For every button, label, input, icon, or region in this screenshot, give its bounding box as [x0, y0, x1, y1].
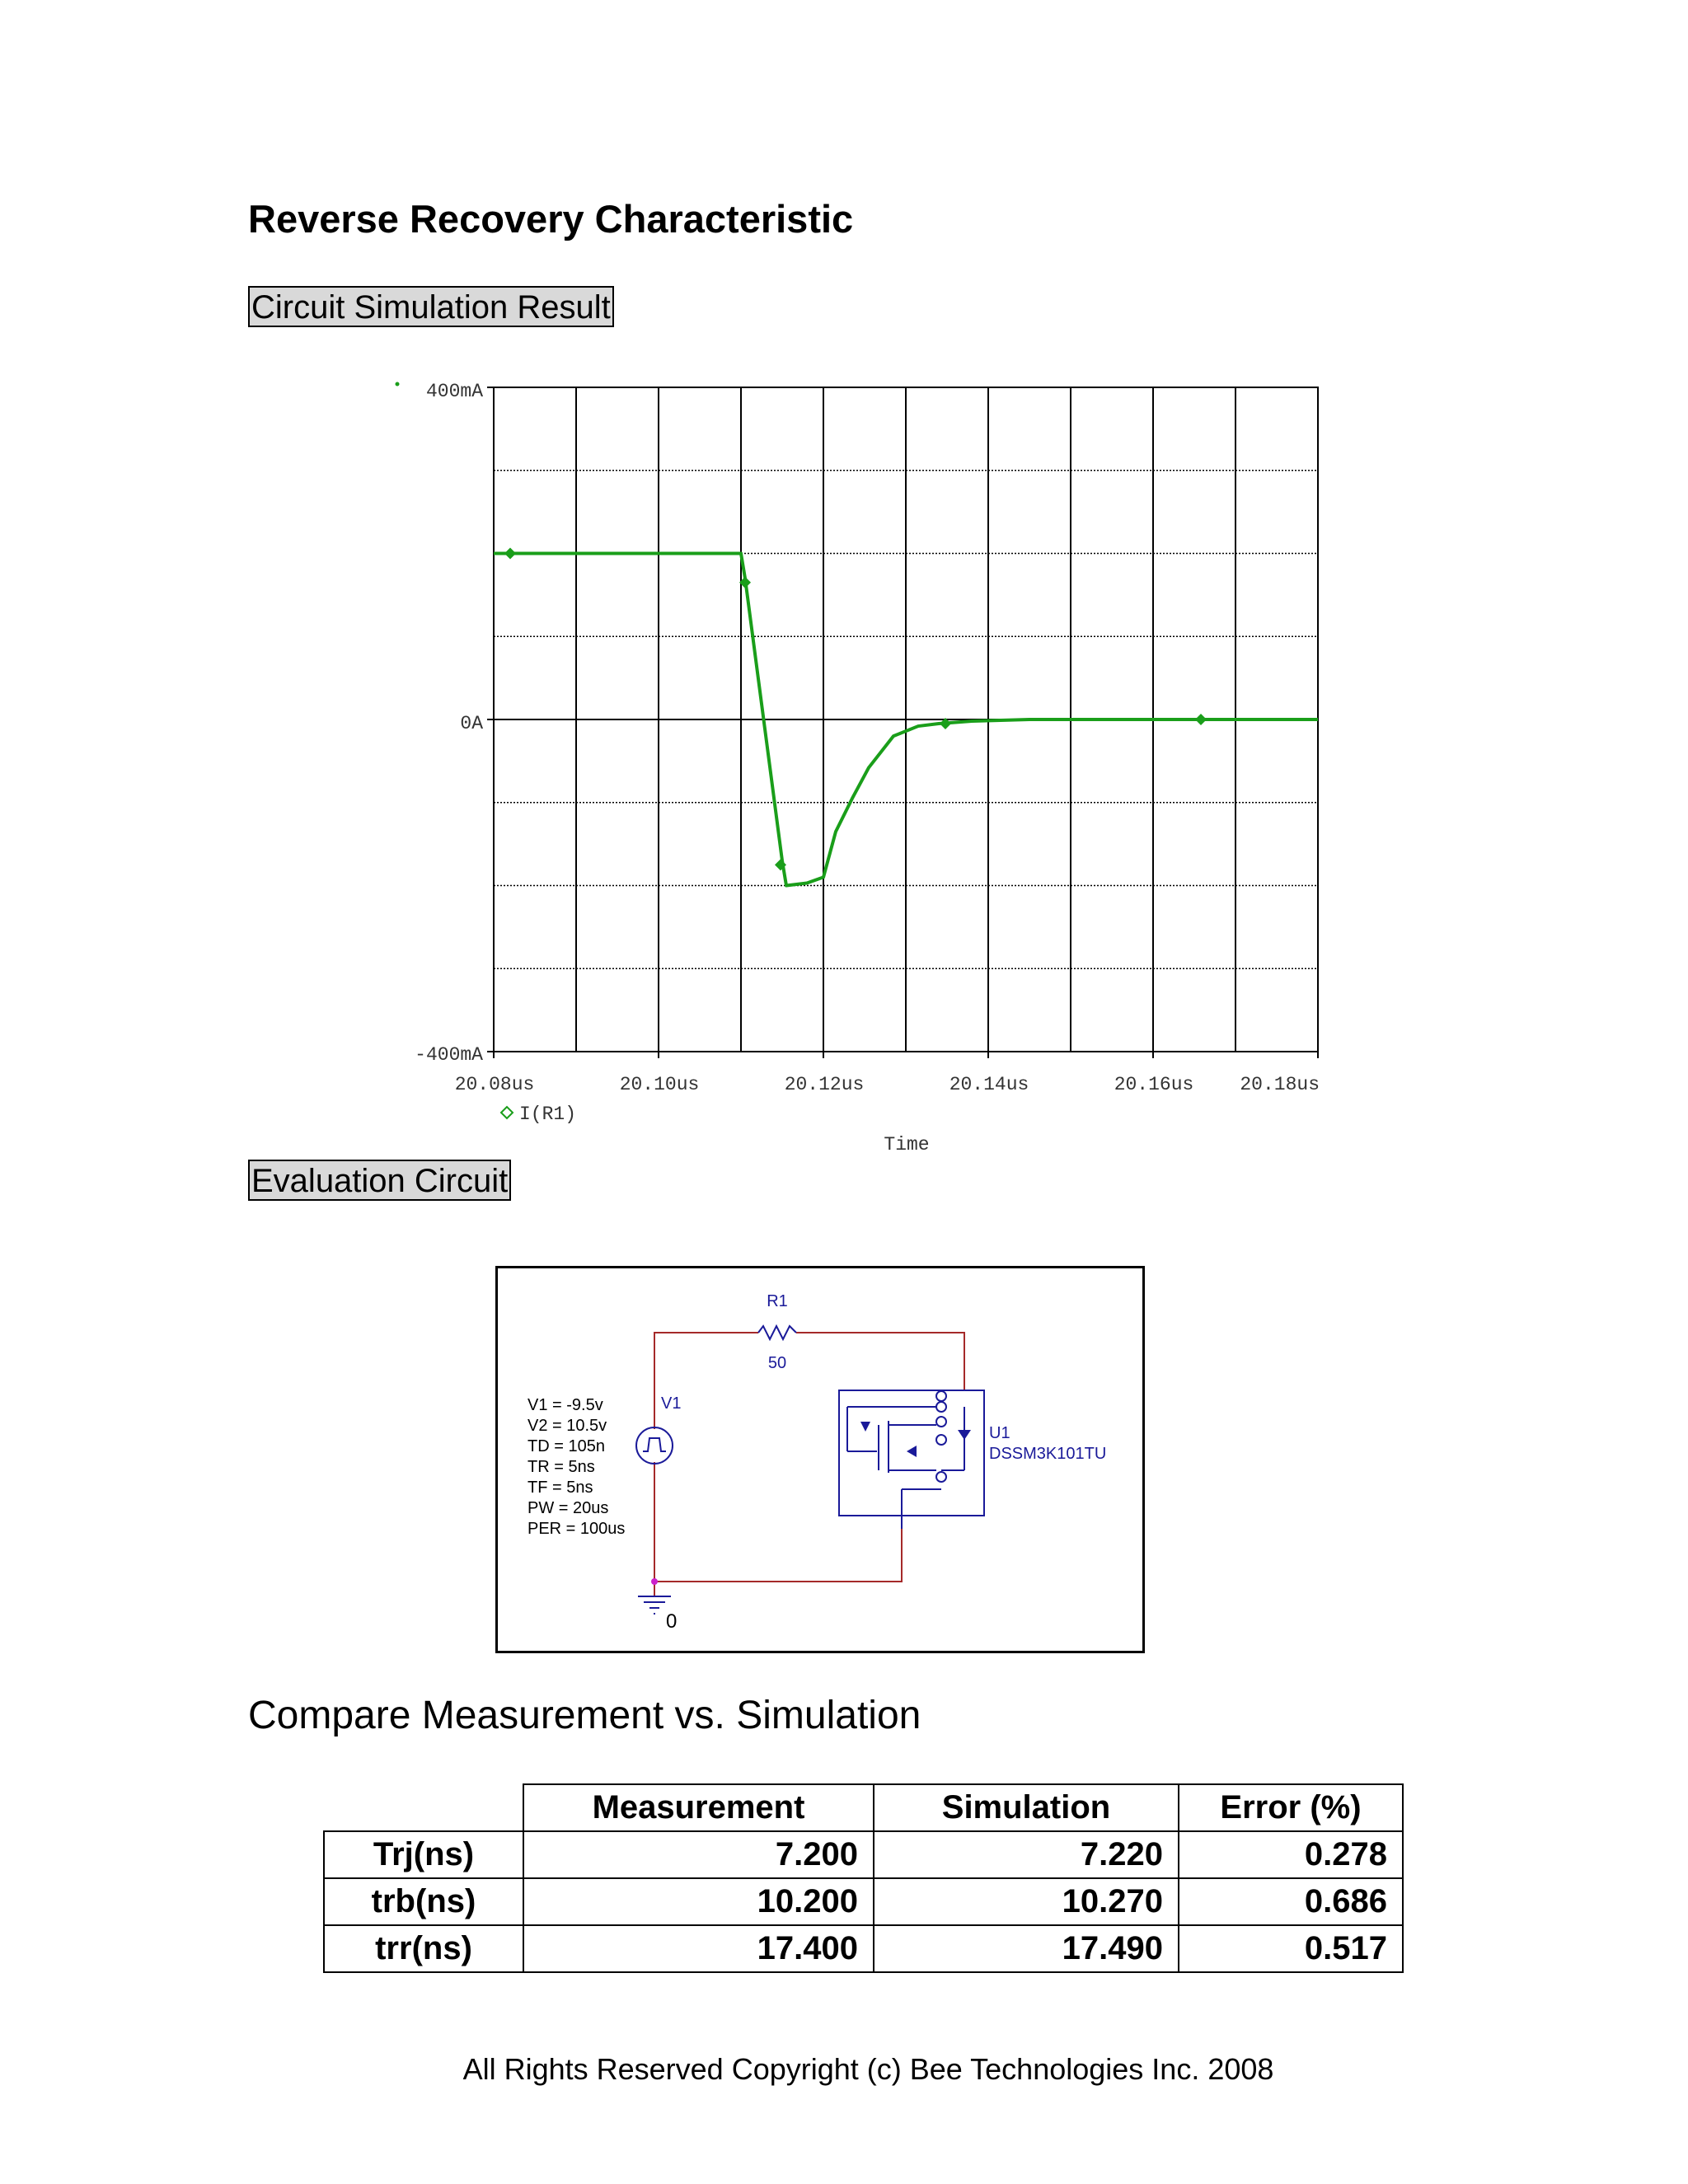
mosfet-icon	[847, 1391, 964, 1529]
x-tick-label: 20.16us	[1114, 1074, 1194, 1095]
simulation-cell: 10.270	[874, 1878, 1179, 1925]
wire-r1-to-u1	[796, 1333, 964, 1390]
resistor-icon	[758, 1326, 796, 1339]
diode-icon	[860, 1422, 870, 1432]
v1-param: PER = 100us	[528, 1520, 626, 1538]
x-axis-title: Time	[884, 1134, 930, 1155]
evaluation-section-heading: Evaluation Circuit	[248, 1160, 511, 1201]
legend-dot	[396, 382, 400, 387]
v1-param: TD = 105n	[528, 1437, 605, 1455]
error-cell: 0.278	[1179, 1831, 1403, 1878]
table-row	[324, 1831, 1403, 1878]
table-row	[324, 1878, 1403, 1925]
table-header-row	[324, 1784, 1403, 1831]
u1-label: U1	[989, 1424, 1010, 1442]
v1-param: TR = 5ns	[528, 1458, 595, 1476]
body-diode-icon	[907, 1446, 917, 1457]
copyright-footer: All Rights Reserved Copyright (c) Bee Technologies Inc. 2008	[462, 2052, 1274, 2086]
ground-label: 0	[666, 1610, 678, 1633]
circuit-schematic	[498, 1268, 1142, 1651]
comparison-table	[323, 1783, 1404, 1973]
page-title: Reverse Recovery Characteristic	[248, 197, 854, 241]
u1-part-number: DSSM3K101TU	[989, 1445, 1107, 1463]
x-tick-label: 20.12us	[784, 1074, 865, 1095]
simulation-cell: 7.220	[874, 1831, 1179, 1878]
series-markers	[504, 548, 1207, 871]
v1-param: TF = 5ns	[528, 1479, 593, 1497]
row-label: trb(ns)	[324, 1878, 523, 1925]
row-label: Trj(ns)	[324, 1831, 523, 1878]
legend-label: I(R1)	[519, 1104, 577, 1125]
simulation-section-heading: Circuit Simulation Result	[248, 286, 614, 327]
v1-param: V2 = 10.5v	[528, 1417, 607, 1435]
chart-ticks	[487, 387, 1318, 1058]
simulation-cell: 17.490	[874, 1925, 1179, 1972]
diode-icon	[958, 1430, 971, 1440]
measurement-cell: 10.200	[523, 1878, 874, 1925]
pulse-wave-icon	[643, 1438, 666, 1451]
table-row	[324, 1925, 1403, 1972]
measurement-cell: 17.400	[523, 1925, 874, 1972]
column-header: Measurement	[523, 1784, 874, 1831]
compare-section-heading: Compare Measurement vs. Simulation	[248, 1694, 921, 1737]
r1-value: 50	[767, 1354, 787, 1372]
x-tick-label: 20.14us	[949, 1074, 1029, 1095]
evaluation-circuit-diagram	[495, 1266, 1145, 1653]
y-tick-label: -400mA	[415, 1044, 483, 1066]
r1-label: R1	[767, 1292, 788, 1310]
junction-dot	[651, 1578, 658, 1585]
row-label: trr(ns)	[324, 1925, 523, 1972]
column-header: Error (%)	[1179, 1784, 1403, 1831]
y-tick-label: 400mA	[425, 381, 483, 402]
error-cell: 0.686	[1179, 1878, 1403, 1925]
v1-label: V1	[661, 1394, 682, 1413]
pulse-source-icon	[636, 1427, 673, 1464]
v1-param: PW = 20us	[528, 1499, 609, 1517]
v1-param: V1 = -9.5v	[528, 1396, 603, 1414]
column-header: Simulation	[874, 1784, 1179, 1831]
reverse-recovery-chart	[363, 363, 1335, 1166]
legend-diamond-icon	[501, 1107, 513, 1118]
wire-v1-to-r1	[654, 1333, 758, 1429]
error-cell: 0.517	[1179, 1925, 1403, 1972]
table-corner-cell	[324, 1784, 523, 1831]
y-tick-label: 0A	[460, 713, 483, 734]
x-tick-label: 20.08us	[454, 1074, 535, 1095]
data-marker-diamond	[1195, 714, 1207, 725]
measurement-cell: 7.200	[523, 1831, 874, 1878]
x-tick-label: 20.10us	[619, 1074, 700, 1095]
wire-return	[654, 1462, 902, 1582]
data-marker-diamond	[504, 548, 516, 560]
x-tick-label: 20.18us	[1240, 1074, 1320, 1095]
